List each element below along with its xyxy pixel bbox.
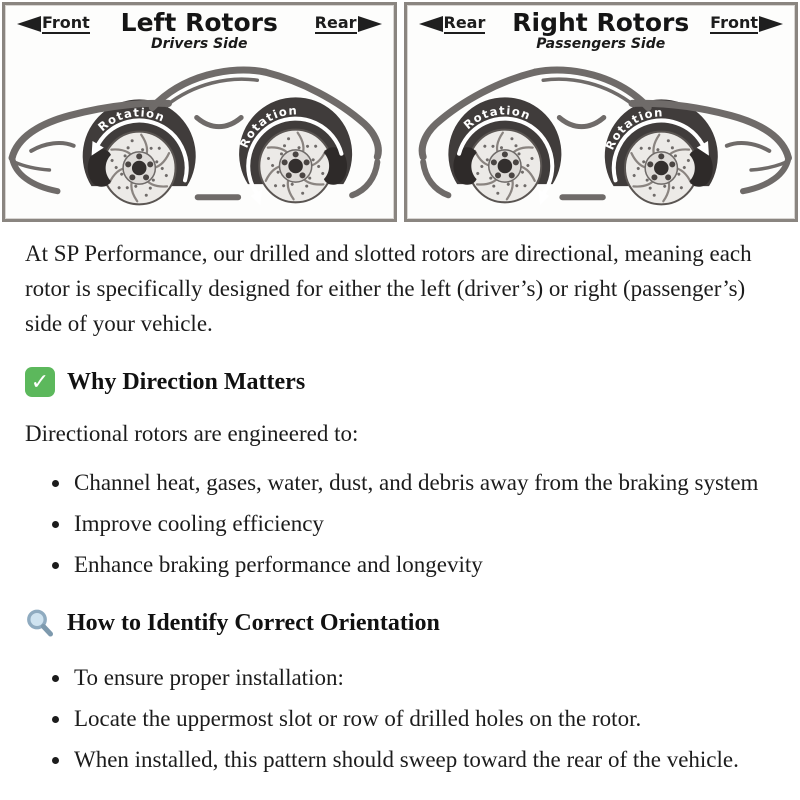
why-direction-matters-heading [25, 367, 772, 397]
check-icon: ✓ [25, 367, 55, 397]
magnifier-icon [25, 608, 55, 638]
right-panel-header [407, 5, 796, 57]
front-direction-label [17, 15, 90, 34]
rear-direction-label [315, 15, 382, 34]
list-item: • To ensure proper installation: [72, 660, 772, 695]
list-item: • When installed, this pattern should sweep toward the rear of the vehicle. [72, 742, 772, 777]
rotation-label: Rotation [95, 105, 168, 135]
rotor-direction-diagram [0, 0, 800, 222]
rear-direction-label [419, 15, 486, 34]
direction-text: Front [42, 13, 90, 32]
panel-subtitle: Passengers Side [536, 36, 666, 53]
panel-title: Left Rotors [120, 8, 278, 37]
heading-text: Why Direction Matters [67, 368, 306, 395]
direction-text: Front [710, 13, 758, 32]
arrow-right-icon [358, 16, 382, 32]
arrow-right-icon [759, 16, 783, 32]
left-rotors-panel [2, 2, 397, 222]
identify-bullet-list [25, 660, 772, 777]
panel-subtitle: Drivers Side [151, 36, 248, 53]
how-to-identify-heading [25, 608, 772, 638]
engineered-to-lead: Directional rotors are engineered to: [25, 421, 359, 446]
direction-text: Rear [443, 13, 486, 32]
right-rotors-panel [404, 2, 799, 222]
front-direction-label [710, 15, 783, 34]
rotation-label: Rotation [236, 103, 299, 151]
rotation-label: Rotation [460, 103, 533, 133]
direction-text: Rear [314, 13, 357, 32]
rotation-label: Rotation [602, 105, 664, 153]
list-item: • Improve cooling efficiency [72, 506, 772, 541]
intro-paragraph: At SP Performance, our drilled and slotted rotors are directional, meaning each rotor is specifically designed for either the left (driver’s) or right (passenger’s) side of your vehicle. [25, 241, 752, 336]
left-car-illustration [5, 57, 394, 220]
left-panel-header [5, 5, 394, 57]
arrow-left-icon [17, 16, 41, 32]
why-bullet-list [25, 465, 772, 582]
list-item: • Channel heat, gases, water, dust, and debris away from the braking system [72, 465, 772, 500]
article [0, 236, 800, 777]
list-item: • Locate the uppermost slot or row of drilled holes on the rotor. [72, 701, 772, 736]
list-item: • Enhance braking performance and longevity [72, 547, 772, 582]
right-car-illustration [407, 57, 796, 220]
heading-text: How to Identify Correct Orientation [67, 609, 440, 636]
arrow-left-icon [419, 16, 443, 32]
panel-title: Right Rotors [512, 8, 690, 37]
